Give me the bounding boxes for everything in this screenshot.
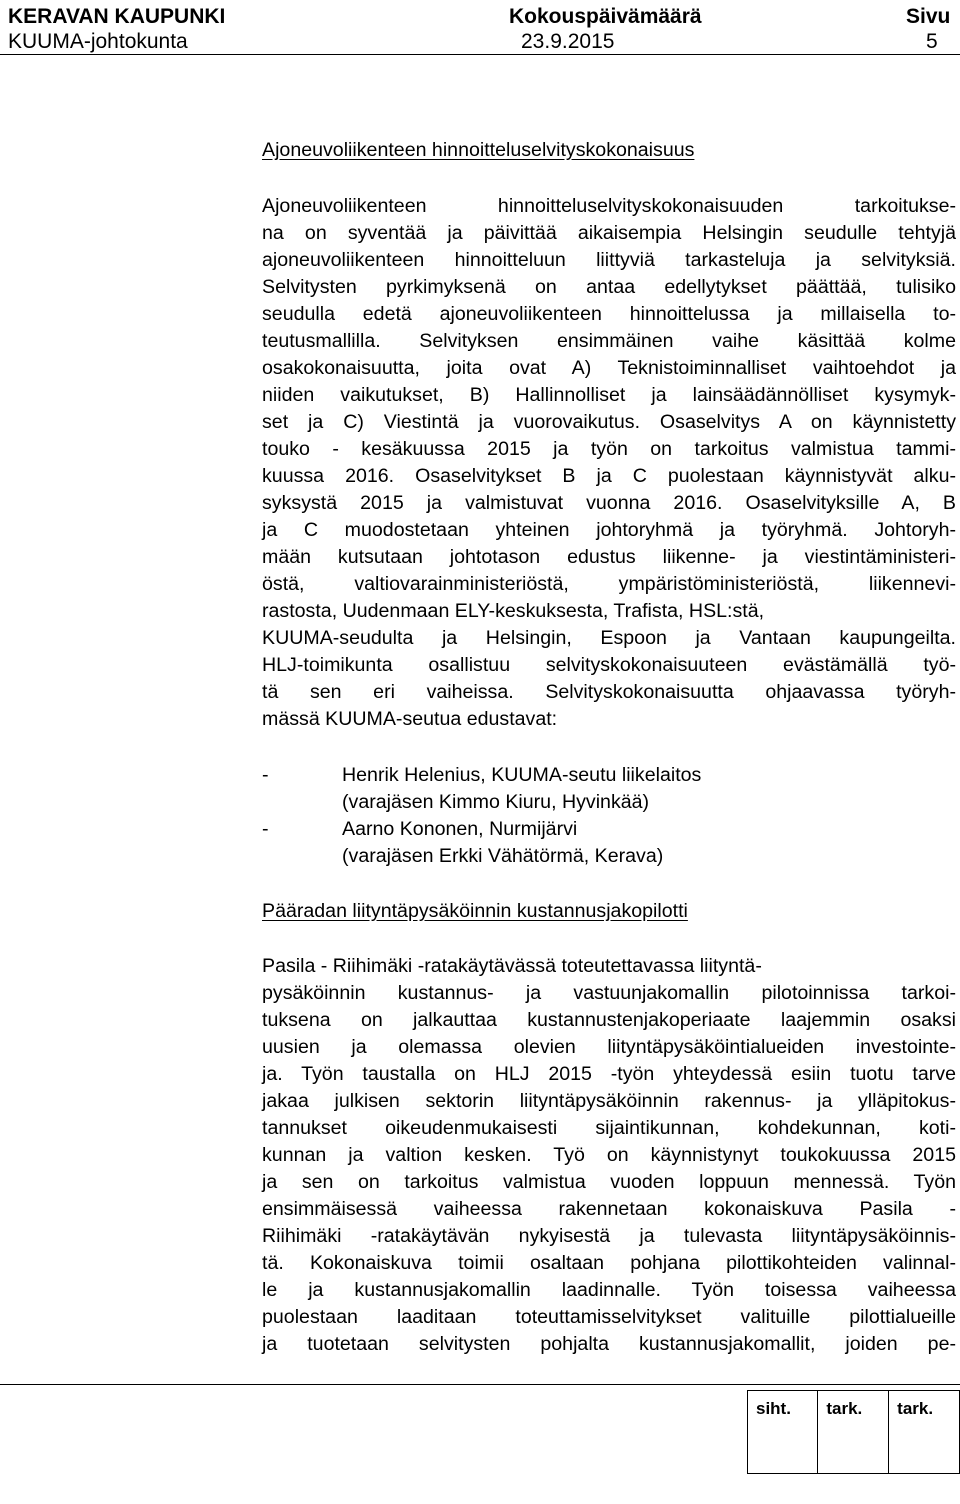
text-line: HLJ-toimikunta osallistuu selvityskokonaisuuteen evästämällä työ- xyxy=(262,654,956,676)
text-line: tä sen eri vaiheissa. Selvityskokonaisuutta ohjaavassa työryh- xyxy=(262,681,956,703)
footer-divider xyxy=(0,1384,960,1385)
text-line: uusien ja olemassa olevien liityntäpysäköintialueiden investointe- xyxy=(262,1036,956,1058)
text-line: ja C muodostetaan yhteinen johtoryhmä ja työryhmä. Johtoryh- xyxy=(262,519,956,541)
text-line: niiden vaikutukset, B) Hallinnolliset ja lainsäädännölliset kysymyk- xyxy=(262,384,956,406)
text-line: jakaa julkisen sektorin liityntäpysäköinnin rakennus- ja ylläpitokus- xyxy=(262,1090,956,1112)
text-line: kuussa 2016. Osaselvitykset B ja C puolestaan käynnistyvät alku- xyxy=(262,465,956,487)
text-line: rastosta, Uudenmaan ELY-keskuksesta, Trafista, HSL:stä, xyxy=(262,600,765,622)
text-line: pysäköinnin kustannus- ja vastuunjakomallin pilotoinnissa tarkoi- xyxy=(262,982,956,1004)
text-line: Ajoneuvoliikenteen hinnoitteluselvityskokonaisuuden tarkoitukse- xyxy=(262,195,956,217)
board-name: KUUMA-johtokunta xyxy=(8,30,188,53)
text-line: set ja C) Viestintä ja vuorovaikutus. Osaselvitys A on käynnistetty xyxy=(262,411,956,433)
list-dash: - xyxy=(262,764,269,786)
section-title-parking-pilot: Pääradan liityntäpysäköinnin kustannusjakopilotti xyxy=(262,900,688,922)
signature-cell-tark: tark. xyxy=(889,1391,960,1474)
header-divider xyxy=(0,54,960,55)
text-line: KUUMA-seudulta ja Helsingin, Espoon ja Vantaan kaupungeilta. xyxy=(262,627,956,649)
meeting-date-label: Kokouspäivämäärä xyxy=(509,5,702,28)
text-line: puolestaan laaditaan toteuttamisselvitykset valituille pilottialueille xyxy=(262,1306,956,1328)
page-label: Sivu xyxy=(906,5,951,28)
text-line: teutusmallilla. Selvityksen ensimmäinen vaihe käsittää kolme xyxy=(262,330,956,352)
page-number: 5 xyxy=(926,30,938,53)
text-line: tannukset oikeudenmukaisesti sijaintikunnan, kohdekunnan, koti- xyxy=(262,1117,956,1139)
text-line: tuksena on jalkauttaa kustannustenjakoperiaate laajemmin osaksi xyxy=(262,1009,956,1031)
text-line: ja sen on tarkoitus valmistua vuoden loppuun mennessä. Työn xyxy=(262,1171,956,1193)
representative-name: Aarno Kononen, Nurmijärvi xyxy=(342,818,578,840)
text-line: ajoneuvoliikenteen hinnoitteluun liittyviä tarkasteluja ja selvityksiä. xyxy=(262,249,956,271)
representative-name: Henrik Helenius, KUUMA-seutu liikelaitos xyxy=(342,764,702,786)
section-body-parking-pilot xyxy=(262,953,956,1358)
section-body-pricing-study xyxy=(262,193,956,733)
text-line: östä, valtiovarainministeriöstä, ympäristöministeriöstä, liikennevi- xyxy=(262,573,956,595)
text-line: seudulla edetä ajoneuvoliikenteen hinnoittelussa ja millaisella to- xyxy=(262,303,956,325)
text-line: tä. Kokonaiskuva toimii osaltaan pohjana pilottikohteiden valinnal- xyxy=(262,1252,956,1274)
deputy-name: (varajäsen Erkki Vähätörmä, Kerava) xyxy=(342,845,664,867)
text-line: Selvitysten pyrkimyksenä on antaa edellytykset päättää, tulisiko xyxy=(262,276,956,298)
text-line: syksystä 2015 ja valmistuvat vuonna 2016. Osaselvityksille A, B xyxy=(262,492,956,514)
text-line: le ja kustannusjakomallin laadinnalle. Työn toisessa vaiheessa xyxy=(262,1279,956,1301)
deputy-name: (varajäsen Kimmo Kiuru, Hyvinkää) xyxy=(342,791,650,813)
text-line: ja. Työn taustalla on HLJ 2015 -työn yhteydessä esiin tuotu tarve xyxy=(262,1063,956,1085)
signature-box xyxy=(747,1390,960,1474)
text-line: Riihimäki -ratakäytävän nykyisestä ja tulevasta liityntäpysäköinnis- xyxy=(262,1225,956,1247)
meeting-date: 23.9.2015 xyxy=(521,30,615,53)
text-line: kunnan ja valtion kesken. Työ on käynnistynyt toukokuussa 2015 xyxy=(262,1144,956,1166)
text-line: mässä KUUMA-seutua edustavat: xyxy=(262,708,558,730)
text-line: Pasila - Riihimäki -ratakäytävässä toteutettavassa liityntä- xyxy=(262,955,762,977)
text-line: touko - kesäkuussa 2015 ja työn on tarkoitus valmistua tammi- xyxy=(262,438,956,460)
signature-cell-tark: tark. xyxy=(818,1391,889,1474)
text-line: ensimmäisessä vaiheessa rakennetaan kokonaiskuva Pasila - xyxy=(262,1198,956,1220)
text-line: na on syventää ja päivittää aikaisempia Helsingin seudulle tehtyjä xyxy=(262,222,956,244)
section-title-pricing-study: Ajoneuvoliikenteen hinnoitteluselvityskokonaisuus xyxy=(262,139,695,161)
signature-cell-siht: siht. xyxy=(748,1391,818,1474)
organization-name: KERAVAN KAUPUNKI xyxy=(8,5,226,28)
text-line: osakokonaisuutta, joita ovat A) Teknistoiminnalliset vaihtoehdot ja xyxy=(262,357,956,379)
text-line: ja tuotetaan selvitysten pohjalta kustannusjakomallit, joiden pe- xyxy=(262,1333,956,1355)
list-dash: - xyxy=(262,818,269,840)
text-line: mään kutsutaan johtotason edustus liikenne- ja viestintäministeri- xyxy=(262,546,956,568)
